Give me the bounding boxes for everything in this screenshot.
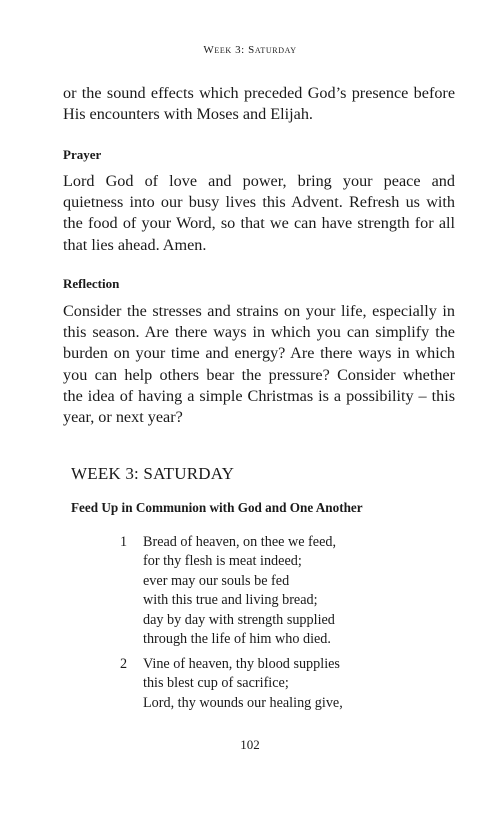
verse-line: Bread of heaven, on thee we feed,: [143, 534, 337, 550]
section-heading: WEEK 3: SATURDAY: [71, 464, 235, 483]
paragraph-line: His encounters with Moses and Elijah.: [63, 105, 313, 124]
verse-line: day by day with strength supplied: [143, 611, 335, 628]
paragraph-line: burden on your time and energy? Are there ways in which: [63, 344, 455, 363]
paragraph-line: this season. Are there ways in which you can simplify the: [63, 323, 455, 342]
hymn: [120, 655, 400, 713]
reflection-paragraph: [63, 301, 455, 428]
hymn-verse: [120, 655, 400, 713]
opening-paragraph: [63, 83, 455, 125]
verse-number: 1: [120, 534, 128, 550]
verse-line: Vine of heaven, thy blood supplies: [143, 656, 340, 672]
page-number: 102: [240, 737, 260, 752]
paragraph-line: quietness into our busy lives this Advent. Refresh us with: [63, 193, 455, 212]
verse-line: this blest cup of sacrifice;: [143, 675, 289, 692]
paragraph-line: the idea of having a simple Christmas is a possibility – this: [63, 386, 455, 405]
running-head: Week 3: Saturday: [203, 44, 297, 56]
verse-number: 2: [120, 656, 128, 672]
verse-line: for thy flesh is meat indeed;: [143, 553, 302, 570]
paragraph-line: Consider the stresses and strains on your life, especially in: [63, 302, 455, 320]
paragraph-line: you can help others bear the pressure? Consider whether: [63, 365, 455, 384]
verse-line: with this true and living bread;: [143, 592, 318, 609]
verse-line: ever may our souls be fed: [143, 572, 290, 589]
section-subtitle: Feed Up in Communion with God and One Another: [71, 500, 363, 515]
paragraph-line: year, or next year?: [63, 408, 183, 427]
verse-line: through the life of him who died.: [143, 631, 331, 648]
reflection-heading: Reflection: [63, 276, 120, 291]
prayer-heading: Prayer: [63, 147, 102, 162]
hymn-verse: [120, 533, 400, 649]
hymn: [120, 533, 400, 649]
paragraph-line: that lies ahead. Amen.: [63, 235, 207, 254]
paragraph-line: or the sound effects which preceded God’s presence before: [63, 84, 455, 102]
prayer-paragraph: [63, 171, 455, 256]
verse-line: Lord, thy wounds our healing give,: [143, 694, 343, 711]
paragraph-line: Lord God of love and power, bring your peace and: [63, 172, 455, 190]
paragraph-line: the food of your Word, so that we can have strength for all: [63, 214, 455, 233]
